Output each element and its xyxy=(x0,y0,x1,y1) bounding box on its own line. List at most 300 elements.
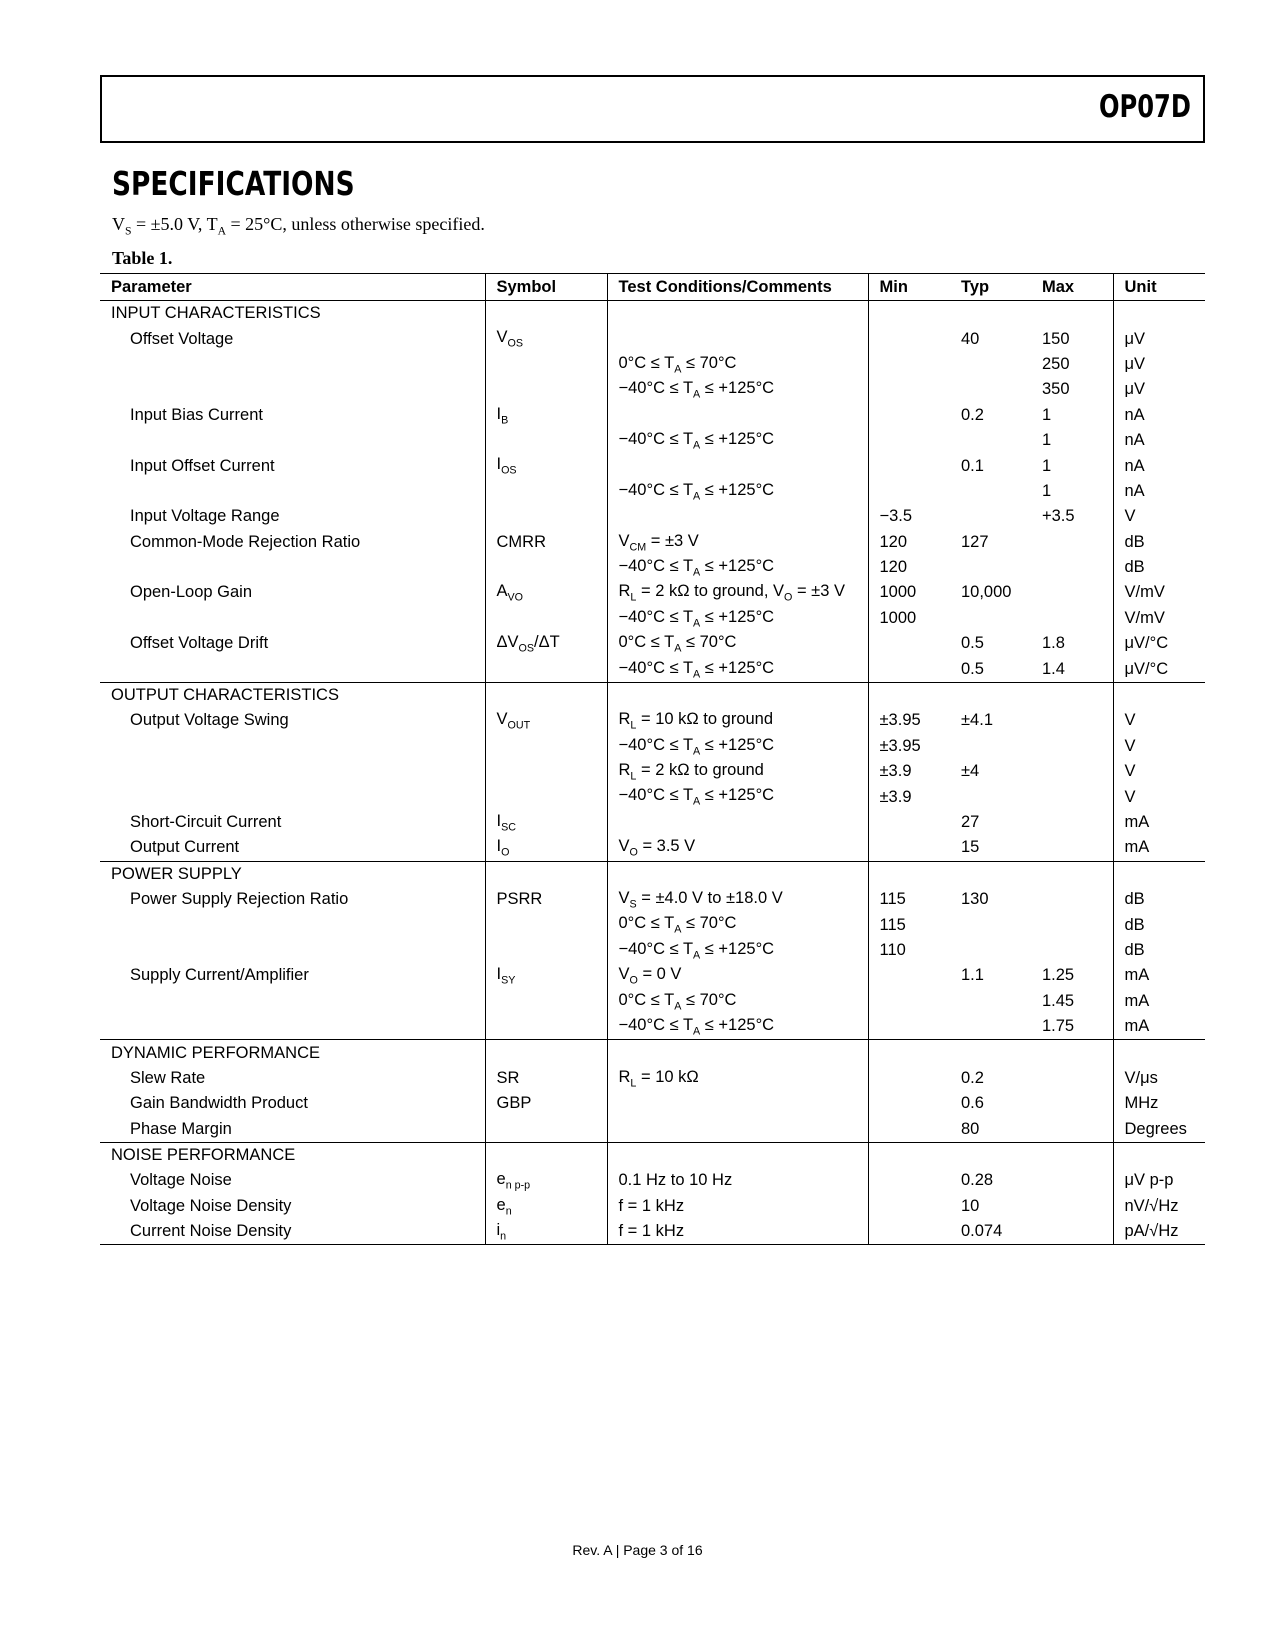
param-cell xyxy=(100,938,485,963)
group-heading-row xyxy=(100,1142,1205,1168)
condition-cell: $-40^\circ C \le T_A \le +125^\circ C$ xyxy=(607,784,868,809)
typ-cell: 0.5 xyxy=(961,634,984,653)
condition-cell xyxy=(607,453,868,478)
min-cell xyxy=(868,810,950,835)
table-caption: Table 1. xyxy=(112,248,173,268)
max-cell: 1.75 xyxy=(1031,1014,1113,1040)
condition-cell: $-40^\circ C \le T_A \le +125^\circ C$ xyxy=(607,479,868,504)
unit-cell: V/mV xyxy=(1124,583,1165,602)
condition-cell: $V_{CM} = \pm 3$ V xyxy=(607,530,868,555)
group-title: POWER SUPPLY xyxy=(100,861,485,887)
typ-cell: 0.074 xyxy=(950,1219,1031,1245)
group-heading-row xyxy=(100,301,1205,327)
unit-cell: μV/°C xyxy=(1124,634,1169,653)
unit-cell: V xyxy=(1124,762,1136,781)
typ-cell xyxy=(950,912,1031,937)
typ-cell: 27 xyxy=(961,813,980,831)
param-cell xyxy=(100,912,485,937)
min-cell: 120 xyxy=(879,558,908,577)
symbol-cell xyxy=(485,734,607,759)
empty-cell xyxy=(1031,301,1113,327)
param-cell: Phase Margin xyxy=(100,1117,485,1143)
symbol-cell: $I_{SY}$ xyxy=(485,963,607,988)
typ-cell xyxy=(950,989,1031,1014)
table-row xyxy=(100,708,1205,733)
max-cell: 1 xyxy=(1031,403,1113,428)
symbol-cell xyxy=(485,938,607,963)
min-cell xyxy=(868,1194,950,1219)
condition-cell xyxy=(607,810,868,835)
condition-cell: 0.1 Hz to 10 Hz xyxy=(607,1168,868,1193)
min-cell xyxy=(868,326,950,351)
table-row xyxy=(100,784,1205,809)
min-cell xyxy=(868,1168,950,1193)
min-cell xyxy=(868,428,950,453)
symbol-cell: $V_{OUT}$ xyxy=(485,708,607,733)
symbol-cell xyxy=(485,1117,607,1143)
unit-cell: dB xyxy=(1124,915,1145,934)
condition-cell: $R_L = 10$ kΩ xyxy=(607,1066,868,1091)
table-row xyxy=(100,656,1205,682)
max-cell: 1.45 xyxy=(1031,989,1113,1014)
symbol-cell xyxy=(485,656,607,682)
min-cell xyxy=(868,656,950,682)
symbol-cell xyxy=(485,989,607,1014)
max-cell xyxy=(1031,759,1113,784)
condition-cell: f = 1 kHz xyxy=(607,1219,868,1245)
min-cell: 1000 xyxy=(879,583,917,602)
min-cell xyxy=(868,1091,950,1116)
unit-cell: V xyxy=(1124,507,1136,526)
max-cell xyxy=(1031,912,1113,937)
param-cell: Offset Voltage xyxy=(100,326,485,351)
param-cell: Supply Current/Amplifier xyxy=(100,963,485,988)
unit-cell: mA xyxy=(1124,991,1150,1010)
max-cell: 1 xyxy=(1031,453,1113,478)
typ-cell xyxy=(950,479,1031,504)
max-cell: +3.5 xyxy=(1031,504,1113,529)
col-header-conditions: Test Conditions/Comments xyxy=(607,274,868,301)
min-cell xyxy=(868,1219,950,1245)
typ-cell xyxy=(950,784,1031,809)
empty-cell xyxy=(950,1142,1031,1168)
symbol-cell: $I_{SC}$ xyxy=(485,810,607,835)
table-row xyxy=(100,734,1205,759)
min-cell xyxy=(868,1014,950,1040)
min-cell xyxy=(868,989,950,1014)
condition-cell: $V_S = \pm 4.0$ V to ±18.0 V xyxy=(607,887,868,912)
empty-cell xyxy=(1031,1040,1113,1066)
max-cell xyxy=(1031,734,1113,759)
min-cell xyxy=(868,479,950,504)
table-row xyxy=(100,580,1205,605)
table-row xyxy=(100,1168,1205,1193)
max-cell: 1.25 xyxy=(1031,963,1113,988)
typ-cell: 130 xyxy=(961,890,989,909)
unit-cell: μV/°C xyxy=(1124,659,1169,678)
min-cell xyxy=(868,1066,950,1091)
typ-cell xyxy=(950,938,1031,963)
param-cell: Input Offset Current xyxy=(100,453,485,478)
unit-cell: dB xyxy=(1124,558,1145,577)
table-row xyxy=(100,912,1205,937)
table-group xyxy=(100,1142,1205,1245)
group-title: INPUT CHARACTERISTICS xyxy=(100,301,485,327)
condition-cell: $R_L = 2$ kΩ to ground xyxy=(607,759,868,784)
typ-cell xyxy=(950,606,1031,631)
typ-cell: 0.5 xyxy=(961,659,984,678)
table-group xyxy=(100,1040,1205,1143)
condition-cell: $-40^\circ C \le T_A \le +125^\circ C$ xyxy=(607,555,868,580)
table-row xyxy=(100,403,1205,428)
test-conditions-note: $V_S = \pm 5.0$ V, $T_A = 25^\circ C$, unless otherwise specified. xyxy=(112,214,485,238)
param-cell xyxy=(100,759,485,784)
max-cell xyxy=(1031,530,1113,555)
condition-cell: $V_O = 0$ V xyxy=(607,963,868,988)
condition-cell: $R_L = 2$ kΩ to ground, $V_O = \pm 3$ V xyxy=(607,580,868,605)
min-cell xyxy=(868,963,950,988)
max-cell xyxy=(1031,1117,1113,1143)
condition-cell: $-40^\circ C \le T_A \le +125^\circ C$ xyxy=(607,1014,868,1040)
col-header-unit: Unit xyxy=(1113,274,1205,301)
unit-cell: mA xyxy=(1124,1017,1150,1036)
param-cell xyxy=(100,352,485,377)
param-cell: Short-Circuit Current xyxy=(100,810,485,835)
condition-cell: f = 1 kHz xyxy=(607,1194,868,1219)
param-cell: Gain Bandwidth Product xyxy=(100,1091,485,1116)
unit-cell: V xyxy=(1124,787,1136,806)
param-cell xyxy=(100,989,485,1014)
typ-cell xyxy=(950,504,1031,529)
max-cell xyxy=(1031,1091,1113,1116)
typ-cell xyxy=(950,377,1031,402)
table-row xyxy=(100,1117,1205,1143)
min-cell: 1000 xyxy=(879,608,917,627)
table-header-row xyxy=(100,274,1205,301)
unit-cell: MHz xyxy=(1124,1094,1159,1113)
param-cell xyxy=(100,377,485,402)
max-cell xyxy=(1031,810,1113,835)
unit-cell: nA xyxy=(1124,456,1145,475)
table-row xyxy=(100,759,1205,784)
empty-cell xyxy=(868,1142,950,1168)
table-row xyxy=(100,479,1205,504)
min-cell: −3.5 xyxy=(879,507,913,526)
symbol-cell: PSRR xyxy=(485,887,607,912)
condition-cell xyxy=(607,504,868,529)
condition-cell: $0^\circ C \le T_A \le 70^\circ C$ xyxy=(607,631,868,656)
param-cell: Output Voltage Swing xyxy=(100,708,485,733)
table-row xyxy=(100,453,1205,478)
unit-cell: dB xyxy=(1124,532,1145,551)
max-cell xyxy=(1031,708,1113,733)
empty-cell xyxy=(1031,1142,1113,1168)
symbol-cell xyxy=(485,555,607,580)
unit-cell: nV/√Hz xyxy=(1124,1196,1179,1215)
col-header-typ: Typ xyxy=(950,274,1031,301)
typ-cell: 0.6 xyxy=(961,1094,984,1113)
group-heading-row xyxy=(100,682,1205,708)
max-cell xyxy=(1031,784,1113,809)
col-header-parameter: Parameter xyxy=(100,274,485,301)
max-cell: 350 xyxy=(1031,377,1113,402)
max-cell: 150 xyxy=(1031,326,1113,351)
table-row xyxy=(100,530,1205,555)
typ-cell: ±4.1 xyxy=(961,711,993,730)
min-cell xyxy=(868,403,950,428)
unit-cell: V xyxy=(1124,711,1136,730)
param-cell: Input Bias Current xyxy=(100,403,485,428)
min-cell xyxy=(868,631,950,656)
unit-cell: nA xyxy=(1124,405,1145,424)
condition-cell: $-40^\circ C \le T_A \le +125^\circ C$ xyxy=(607,377,868,402)
symbol-cell: $A_{VO}$ xyxy=(485,580,607,605)
table-group xyxy=(100,861,1205,1040)
typ-cell: 0.2 xyxy=(961,1068,984,1087)
symbol-cell: $V_{OS}$ xyxy=(485,326,607,351)
table-row xyxy=(100,1066,1205,1091)
empty-cell xyxy=(1113,301,1205,327)
max-cell: 1.8 xyxy=(1031,631,1113,656)
table-row xyxy=(100,326,1205,351)
param-cell: Current Noise Density xyxy=(100,1219,485,1245)
max-cell xyxy=(1031,938,1113,963)
table-row xyxy=(100,1219,1205,1245)
condition-cell xyxy=(607,403,868,428)
typ-cell: 1.1 xyxy=(961,966,984,985)
typ-cell: 80 xyxy=(961,1119,980,1138)
col-header-max: Max xyxy=(1031,274,1113,301)
unit-cell: mA xyxy=(1124,966,1150,985)
table-row xyxy=(100,504,1205,529)
empty-cell xyxy=(607,861,868,887)
param-cell xyxy=(100,784,485,809)
symbol-cell: $i_n$ xyxy=(485,1219,607,1245)
group-heading-row xyxy=(100,861,1205,887)
min-cell: ±3.95 xyxy=(879,711,921,730)
empty-cell xyxy=(868,301,950,327)
min-cell: 110 xyxy=(879,940,906,959)
typ-cell xyxy=(950,734,1031,759)
param-cell: Open-Loop Gain xyxy=(100,580,485,605)
max-cell: 1 xyxy=(1031,479,1113,504)
empty-cell xyxy=(607,1040,868,1066)
header-box xyxy=(100,75,1205,143)
unit-cell: mA xyxy=(1124,838,1150,857)
unit-cell: V xyxy=(1124,736,1136,755)
empty-cell xyxy=(1113,1142,1205,1168)
table-group xyxy=(100,301,1205,683)
unit-cell: V/μs xyxy=(1124,1068,1158,1087)
typ-cell: 10 xyxy=(961,1196,980,1215)
symbol-cell: $I_B$ xyxy=(485,403,607,428)
min-cell xyxy=(868,1117,950,1143)
max-cell xyxy=(1031,1168,1113,1193)
empty-cell xyxy=(868,861,950,887)
symbol-cell: GBP xyxy=(485,1091,607,1116)
empty-cell xyxy=(485,861,607,887)
condition-cell xyxy=(607,326,868,351)
symbol-cell xyxy=(485,759,607,784)
group-heading-row xyxy=(100,1040,1205,1066)
specifications-table xyxy=(100,273,1205,1245)
max-cell xyxy=(1031,606,1113,631)
table-row xyxy=(100,963,1205,988)
empty-cell xyxy=(485,1142,607,1168)
empty-cell xyxy=(950,1040,1031,1066)
min-cell: 120 xyxy=(879,532,908,551)
param-cell: Power Supply Rejection Ratio xyxy=(100,887,485,912)
group-title: NOISE PERFORMANCE xyxy=(100,1142,485,1168)
col-header-symbol: Symbol xyxy=(485,274,607,301)
symbol-cell: SR xyxy=(485,1066,607,1091)
table-row xyxy=(100,810,1205,835)
typ-cell: 15 xyxy=(961,838,980,857)
symbol-cell: $e_{n p-p}$ xyxy=(485,1168,607,1193)
table-row xyxy=(100,835,1205,861)
condition-cell: $-40^\circ C \le T_A \le +125^\circ C$ xyxy=(607,938,868,963)
unit-cell: mA xyxy=(1124,813,1150,831)
min-cell xyxy=(868,377,950,402)
condition-cell: $V_O = 3.5$ V xyxy=(607,835,868,861)
param-cell: Voltage Noise xyxy=(100,1168,485,1193)
param-cell: Offset Voltage Drift xyxy=(100,631,485,656)
empty-cell xyxy=(607,682,868,708)
empty-cell xyxy=(485,1040,607,1066)
typ-cell xyxy=(950,352,1031,377)
param-cell xyxy=(100,656,485,682)
typ-cell xyxy=(950,555,1031,580)
symbol-cell xyxy=(485,784,607,809)
max-cell xyxy=(1031,1219,1113,1245)
max-cell xyxy=(1031,835,1113,861)
typ-cell: 10,000 xyxy=(961,583,1012,602)
unit-cell: μV xyxy=(1124,354,1146,373)
condition-cell: $0^\circ C \le T_A \le 70^\circ C$ xyxy=(607,352,868,377)
symbol-cell xyxy=(485,912,607,937)
min-cell xyxy=(868,453,950,478)
unit-cell: dB xyxy=(1124,940,1145,959)
typ-cell: 0.1 xyxy=(961,456,984,475)
group-title: OUTPUT CHARACTERISTICS xyxy=(100,682,485,708)
max-cell xyxy=(1031,555,1113,580)
min-cell: 115 xyxy=(879,915,906,934)
table-row xyxy=(100,1194,1205,1219)
condition-cell: $-40^\circ C \le T_A \le +125^\circ C$ xyxy=(607,656,868,682)
table-row xyxy=(100,1091,1205,1116)
table-row xyxy=(100,887,1205,912)
symbol-cell xyxy=(485,479,607,504)
min-cell: 115 xyxy=(879,890,906,909)
min-cell: ±3.95 xyxy=(879,736,921,755)
unit-cell: μV xyxy=(1124,380,1146,399)
empty-cell xyxy=(1031,682,1113,708)
table-group xyxy=(100,682,1205,861)
typ-cell: 0.2 xyxy=(961,405,984,424)
col-header-min: Min xyxy=(868,274,950,301)
empty-cell xyxy=(950,682,1031,708)
param-cell: Input Voltage Range xyxy=(100,504,485,529)
param-cell xyxy=(100,1014,485,1040)
max-cell xyxy=(1031,887,1113,912)
symbol-cell xyxy=(485,428,607,453)
table-row xyxy=(100,555,1205,580)
table-row xyxy=(100,989,1205,1014)
param-cell xyxy=(100,479,485,504)
condition-cell: $0^\circ C \le T_A \le 70^\circ C$ xyxy=(607,989,868,1014)
condition-cell: $R_L = 10$ kΩ to ground xyxy=(607,708,868,733)
max-cell xyxy=(1031,580,1113,605)
part-number: OP07D xyxy=(1098,89,1191,125)
param-cell xyxy=(100,555,485,580)
unit-cell: nA xyxy=(1124,481,1145,500)
typ-cell: ±4 xyxy=(961,762,980,781)
max-cell xyxy=(1031,1194,1113,1219)
unit-cell: Degrees xyxy=(1124,1119,1187,1138)
param-cell: Output Current xyxy=(100,835,485,861)
empty-cell xyxy=(1113,1040,1205,1066)
unit-cell: V/mV xyxy=(1124,608,1165,627)
param-cell xyxy=(100,734,485,759)
table-row xyxy=(100,938,1205,963)
unit-cell: μV xyxy=(1124,329,1146,348)
table-row xyxy=(100,631,1205,656)
group-title: DYNAMIC PERFORMANCE xyxy=(100,1040,485,1066)
page-footer: Rev. A | Page 3 of 16 xyxy=(572,1542,703,1558)
symbol-cell xyxy=(485,377,607,402)
empty-cell xyxy=(1031,861,1113,887)
empty-cell xyxy=(1113,861,1205,887)
table-row xyxy=(100,428,1205,453)
symbol-cell: $e_n$ xyxy=(485,1194,607,1219)
min-cell xyxy=(868,352,950,377)
symbol-cell: $\Delta V_{OS}/\Delta T$ xyxy=(485,631,607,656)
min-cell xyxy=(868,835,950,861)
symbol-cell: CMRR xyxy=(485,530,607,555)
symbol-cell xyxy=(485,606,607,631)
symbol-cell xyxy=(485,504,607,529)
empty-cell xyxy=(868,1040,950,1066)
table-row xyxy=(100,606,1205,631)
empty-cell xyxy=(1113,682,1205,708)
param-cell: Slew Rate xyxy=(100,1066,485,1091)
table-row xyxy=(100,352,1205,377)
max-cell: 1.4 xyxy=(1031,656,1113,682)
param-cell: Voltage Noise Density xyxy=(100,1194,485,1219)
param-cell xyxy=(100,428,485,453)
symbol-cell: $I_O$ xyxy=(485,835,607,861)
unit-cell: nA xyxy=(1124,431,1145,450)
typ-cell: 40 xyxy=(961,329,980,348)
unit-cell: pA/√Hz xyxy=(1113,1219,1205,1245)
condition-cell: $-40^\circ C \le T_A \le +125^\circ C$ xyxy=(607,428,868,453)
condition-cell: $-40^\circ C \le T_A \le +125^\circ C$ xyxy=(607,734,868,759)
table-row xyxy=(100,1014,1205,1040)
condition-cell: $0^\circ C \le T_A \le 70^\circ C$ xyxy=(607,912,868,937)
unit-cell: μV p-p xyxy=(1124,1171,1174,1190)
max-cell xyxy=(1031,1066,1113,1091)
min-cell: ±3.9 xyxy=(879,787,912,806)
max-cell: 1 xyxy=(1031,428,1113,453)
symbol-cell: $I_{OS}$ xyxy=(485,453,607,478)
max-cell: 250 xyxy=(1031,352,1113,377)
table-row xyxy=(100,377,1205,402)
condition-cell: $-40^\circ C \le T_A \le +125^\circ C$ xyxy=(607,606,868,631)
empty-cell xyxy=(607,1142,868,1168)
symbol-cell xyxy=(485,352,607,377)
min-cell: ±3.9 xyxy=(879,762,912,781)
condition-cell xyxy=(607,1117,868,1143)
